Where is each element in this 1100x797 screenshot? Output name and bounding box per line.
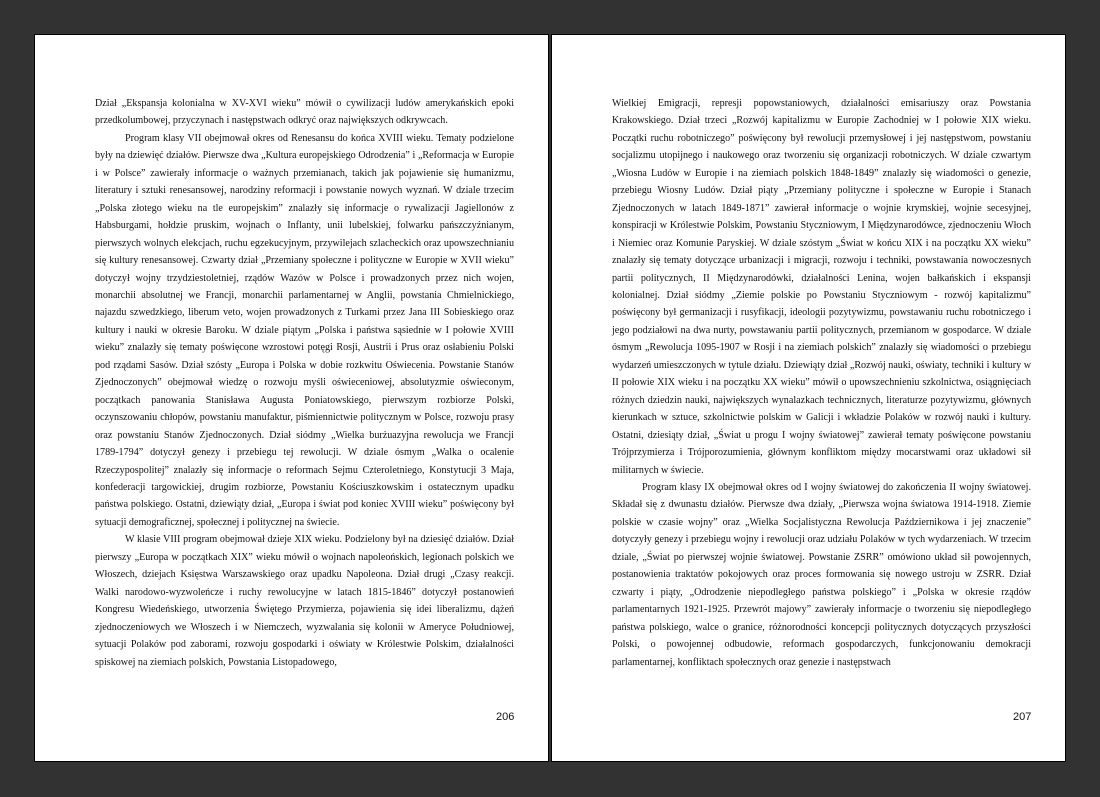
- paragraph: W klasie VIII program obejmował dzieje XIX wieku. Podzielony był na dziesięć działów. Dział pierwszy „Europa w początkach XIX” wieku mówił o wojnach napoleońskich, legionach polskich we Włoszech, dziejach Księstwa Warszawskiego oraz upadku Napoleona. Dział drugi „Czasy reakcji. Walki narodowo-wyzwoleńcze i ruchy rewolucyjne w latach 1815-1846” dotyczył postanowień Kongresu Wiedeńskiego, utworzenia Świętego Przymierza, pojawienia się idei liberalizmu, dążeń zjednoczeniowych we Włoszech i w Niemczech, wyzwalania się kolonii w Ameryce Południowej, sytuacji Polaków pod zaborami, rozwoju gospodarki i oświaty w Królestwie Polskim, działalności spiskowej na ziemiach polskich, Powstania Listopadowego,: [95, 534, 514, 668]
- paragraph: Wielkiej Emigracji, represji popowstaniowych, działalności emisariuszy oraz Powstania Krakowskiego. Dział trzeci „Rozwój kapitalizmu w Europie Zachodniej w I połowie XIX wieku. Początki ruchu robotniczego” poświęcony był rewolucji przemysłowej i jej następstwom, powstaniu socjalizmu utopijnego i naukowego oraz tworzeniu się organizacji robotniczych. W dziale czwartym „Wiosna Ludów w Europie i na ziemiach polskich 1848-1849” znalazły się wiadomości o genezie, przebiegu Wiosny Ludów. Dział piąty „Przemiany polityczne i społeczne w Europie i Stanach Zjednoczonych w latach 1849-1871” zawierał informacje o wojnie krymskiej, wojnie secesyjnej, konspiracji w Królestwie Polskim, Powstaniu Styczniowym, I Międzynarodówce, zjednoczeniu Włoch i Niemiec oraz Komunie Paryskiej. W dziale szóstym „Świat w końcu XIX i na początku XX wieku” znalazły się tematy dotyczące urbanizacji i migracji, rozwoju i techniki, powstawania nowoczesnych partii politycznych, II Międzynarodówki, działalności Lenina, wojen bałkańskich i ekspansji kolonialnej. Dział siódmy „Ziemie polskie po Powstaniu Styczniowym - rozwój kapitalizmu” poświęcony był germanizacji i rusyfikacji, ideologii pozytywizmu, powstawaniu ruchu robotniczego i jego podziałowi na dwa nurty, powstawaniu partii politycznych, przemianom w gospodarce. W dziale ósmym „Rewolucja 1095-1907 w Rosji i na ziemiach polskich” znalazły się wiadomości o przebiegu wydarzeń umieszczonych w tytule działu. Dziewiąty dział „Rozwój nauki, oświaty, techniki i kultury w II połowie XIX wieku i na początku XX wieku” mówił o upowszechnieniu szkolnictwa, osiągnięciach różnych dziedzin nauki, największych wynalazkach technicznych, literaturze pozytywizmu, głównych kierunkach w sztuce, szkolnictwie polskim w Galicji i wkładzie Polaków w rozwój nauki i kultury. Ostatni, dziesiąty dział, „Świat u progu I wojny światowej” zawierał tematy poświęcone powstaniu Trójprzymierza i Trójporozumienia, głównym konfliktom między mocarstwami oraz układowi sił militarnych w świecie.: [612, 98, 1031, 476]
- paragraph: Program klasy IX obejmował okres od I wojny światowej do zakończenia II wojny światowej. Składał się z dwunastu działów. Pierwsze dwa działy, „Pierwsza wojna światowa 1914-1918. Ziemie polskie w czasie wojny” oraz „Wielka Socjalistyczna Rewolucja Październikowa i jej znaczenie” dotyczyły genezy i przebiegu wojny i rewolucji oraz udziału Polaków w tych wydarzeniach. W trzecim dziale, „Świat po pierwszej wojnie światowej. Powstanie ZSRR” omówiono układ sił powojennych, postanowienia traktatów pokojowych oraz proces formowania się nowego ustroju w ZSRR. Dział czwarty i piąty, „Odrodzenie niepodległego państwa polskiego” i „Polska w okresie rządów parlamentarnych 1921-1925. Przewrót majowy” zawierały informacje o tworzeniu się niepodległego państwa polskiego, walce o granice, różnorodności koncepcji politycznych dotyczących przyszłości Polski, o powojennej odbudowie, reformach gospodarczych, funkcjonowaniu demokracji parlamentarnej, konfliktach społecznych oraz genezie i następstwach: [612, 481, 1031, 668]
- paragraph: Dział „Ekspansja kolonialna w XV-XVI wieku” mówił o cywilizacji ludów amerykańskich epoki przedkolumbowej, przyczynach i następstwach odkryć oraz największych odkrywcach.: [95, 98, 514, 127]
- paragraph: Program klasy VII obejmował okres od Renesansu do końca XVIII wieku. Tematy podzielone były na dziewięć działów. Pierwsze dwa „Kultura europejskiego Odrodzenia” i „Reformacja w Europie i w Polsce” zawierały informacje o ważnych przemianach, takich jak pojawienie się humanizmu, literatury i sztuki renesansowej, narodziny reformacji i powstanie nowych wyznań. W dziale trzecim „Polska złotego wieku na tle europejskim” znalazły się informacje o rywalizacji Jagiellonów z Habsburgami, hołdzie pruskim, wojnach o Inflanty, unii lubelskiej, folwarku pańszczyźnianym, pierwszych wolnych elekcjach, ruchu egzekucyjnym, przywilejach szlacheckich oraz upowszechnianiu się kultury renesansowej. Czwarty dział „Przemiany społeczne i polityczne w Europie w XVII wieku” dotyczył wojny trzydziestoletniej, rządów Wazów w Polsce i prowadzonych przez nich wojen, monarchii absolutnej we Francji, monarchii parlamentarnej w Anglii, powstania Chmielnickiego, najazdu szwedzkiego, liberum veto, wojen prowadzonych z Turkami przez Jana III Sobieskiego oraz kultury i nauki w okresie Baroku. W dziale piątym „Polska i państwa sąsiednie w I połowie XVIII wieku” znalazły się tematy poświęcone wzrostowi potęgi Rosji, Austrii i Prus oraz osłabieniu Polski pod rządami Sasów. Dział szósty „Europa i Polska w dobie rozkwitu Oświecenia. Powstanie Stanów Zjednoczonych” obejmował wiedzę o rozwoju myśli oświeceniowej, absolutyzmie oświeconym, początkach panowania Stanisława Augusta Poniatowskiego, pierwszym rozbiorze Polski, oczynszowaniu chłopów, powstaniu manufaktur, piśmiennictwie politycznym w Polsce, rozwoju prasy oraz powstaniu Stanów Zjednoczonych. Dział siódmy „Wielka burżuazyjna rewolucja we Francji 1789-1794” dotyczył genezy i przebiegu tej rewolucji. W dziale ósmym „Walka o ocalenie Rzeczypospolitej” znalazły się informacje o reformach Sejmu Czteroletniego, Konstytucji 3 Maja, konfederacji targowickiej, drugim rozbiorze, Powstaniu Kościuszkowskim i ostatecznym upadku państwa polskiego. Ostatni, dziewiąty dział, „Europa i świat pod koniec XVIII wieku” poświęcony był sytuacji demograficznej, społecznej i politycznej na świecie.: [95, 132, 514, 528]
- page-number: 206: [496, 711, 515, 723]
- page-body: [95, 95, 514, 671]
- page-body: [612, 95, 1031, 671]
- page-right: [551, 34, 1066, 762]
- page-left: [34, 34, 549, 762]
- page-number: 207: [1013, 711, 1032, 723]
